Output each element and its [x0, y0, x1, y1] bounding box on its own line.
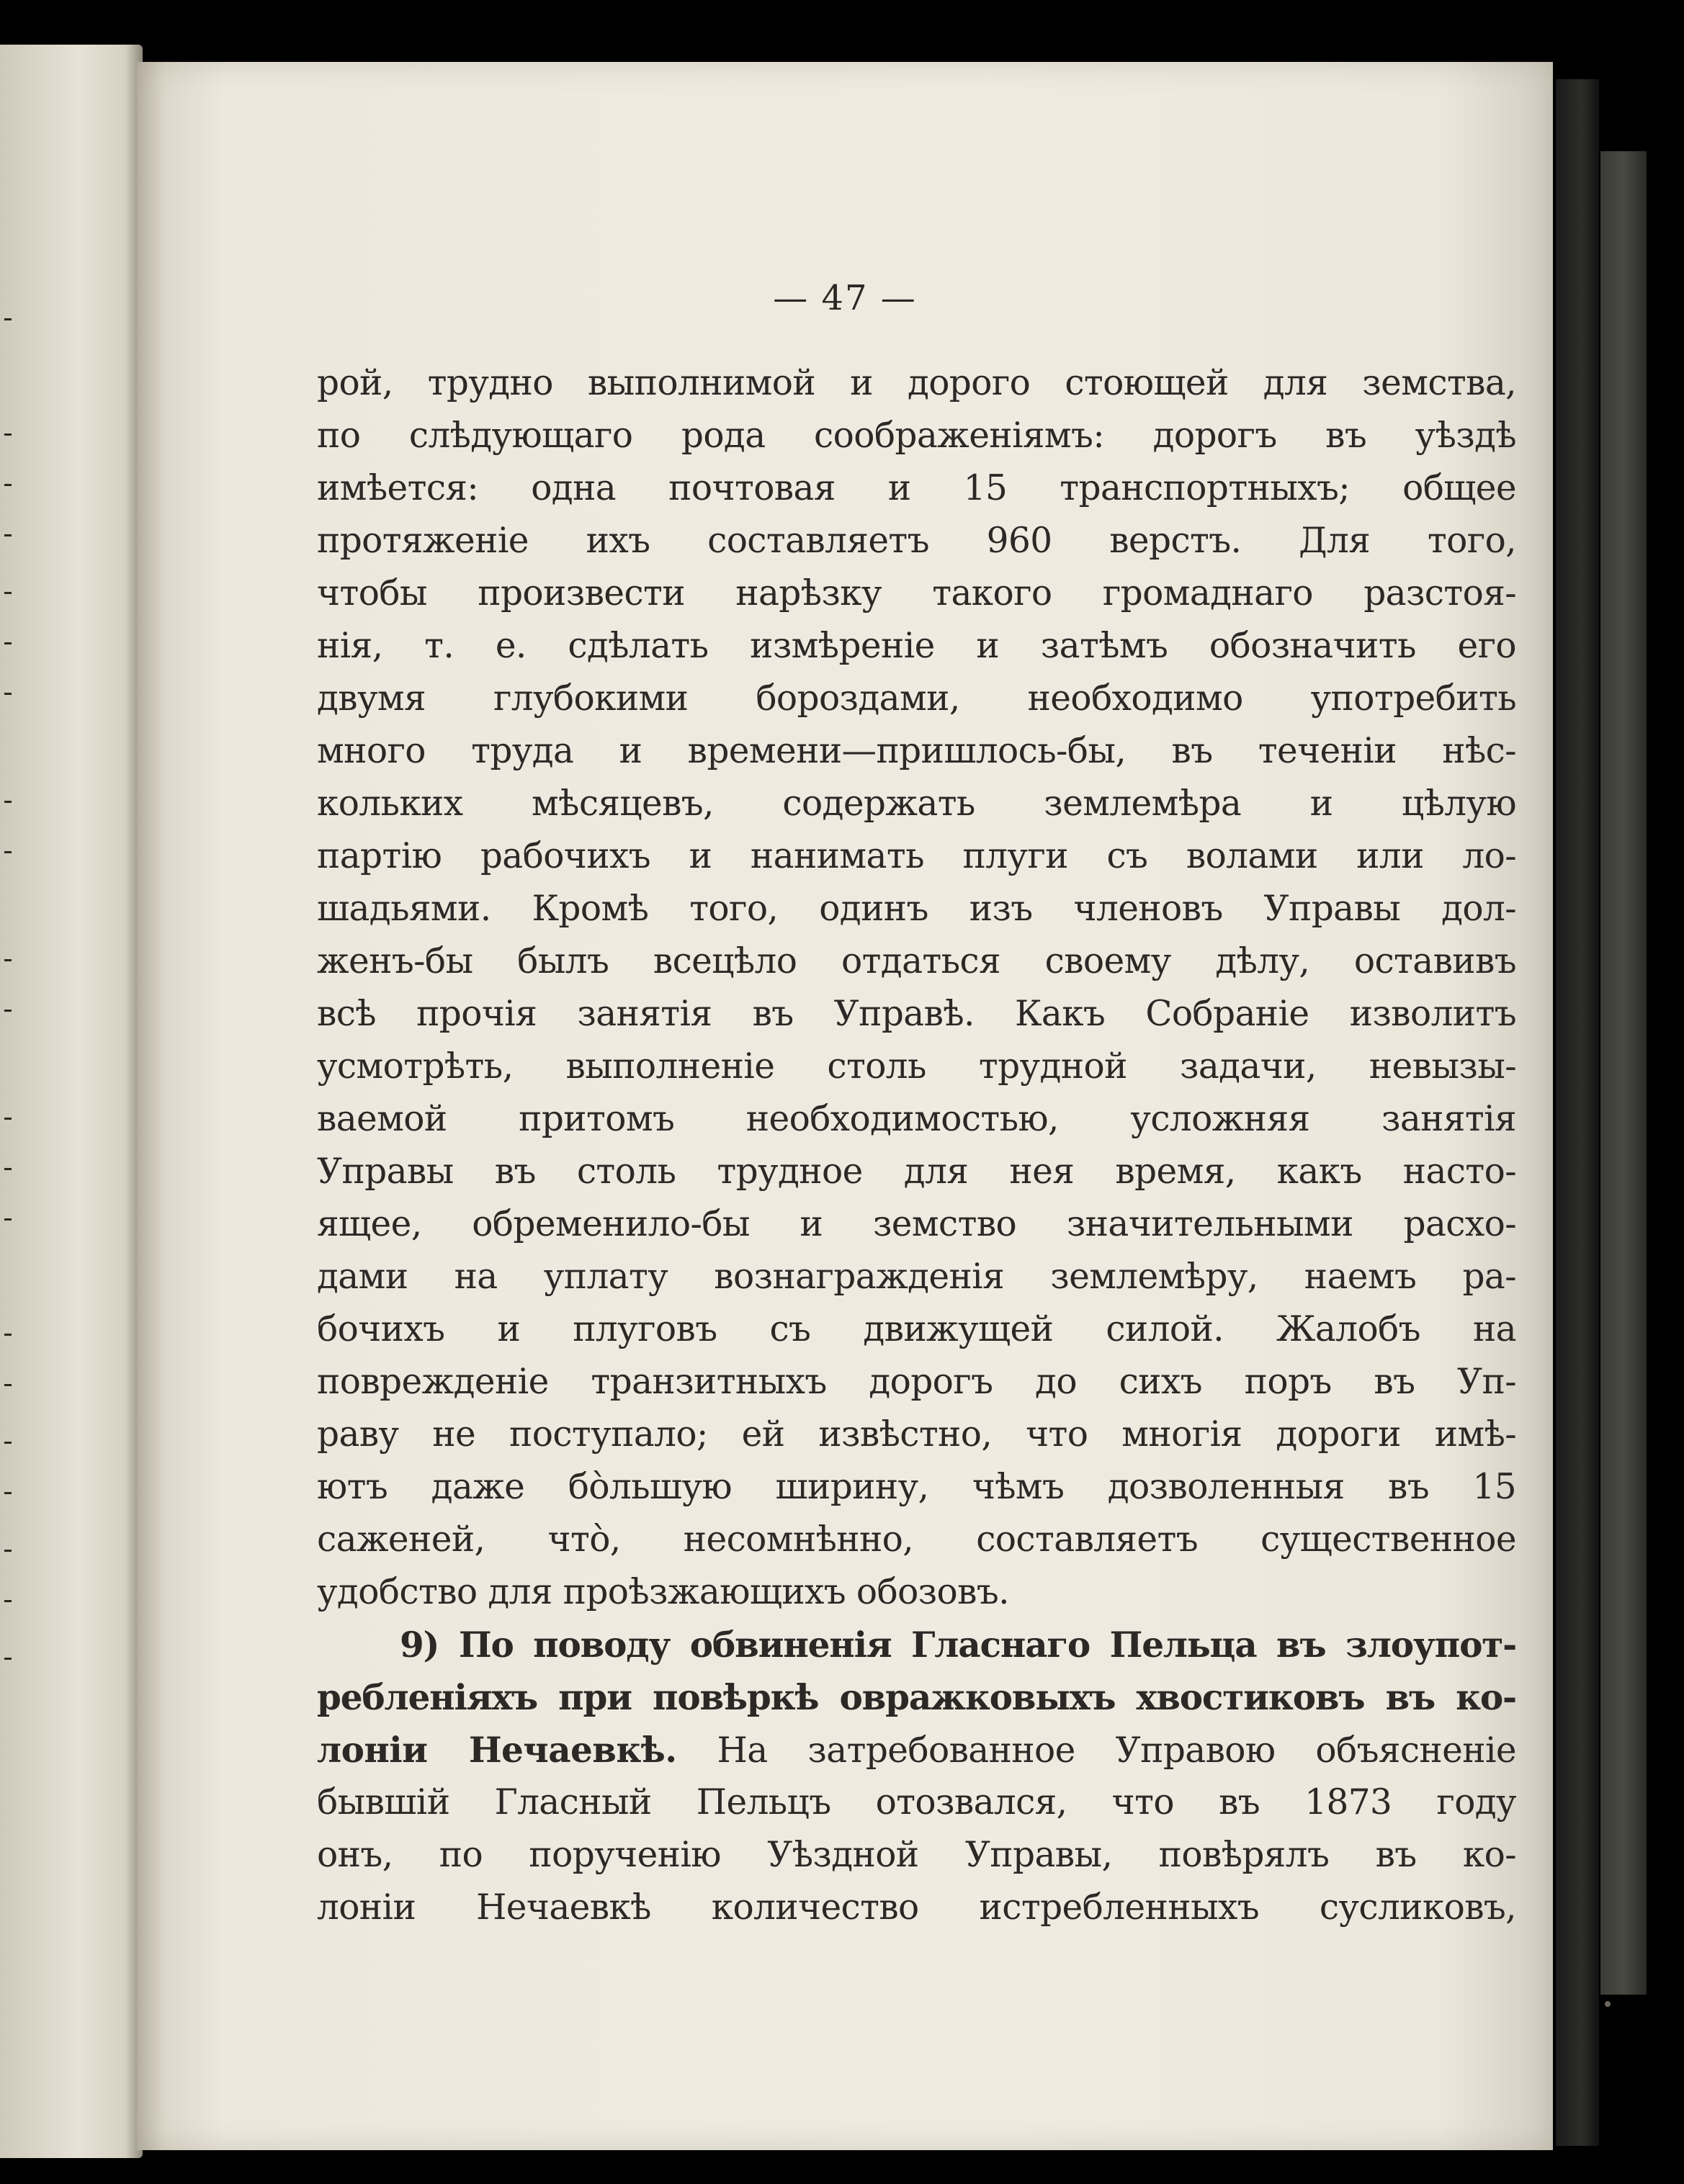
text-line: женъ-бы былъ всецѣло отдаться своему дѣлу, оставивъ	[317, 941, 1516, 981]
text-line: лоніи Нечаевкѣ количество истребленныхъ сусликовъ,	[317, 1887, 1516, 1928]
text-line: онъ, по порученію Уѣздной Управы, повѣрялъ въ ко-	[317, 1835, 1516, 1875]
bleed-through-mark	[4, 801, 12, 803]
bleed-through-mark	[4, 1550, 12, 1552]
text-line: по слѣдующаго рода соображеніямъ: дорогъ въ уѣздѣ	[317, 415, 1516, 456]
text-line: шадьями. Кромѣ того, одинъ изъ членовъ Управы дол-	[317, 889, 1516, 929]
text-line: ваемой притомъ необходимостью, усложняя занятія	[317, 1099, 1516, 1139]
text-line: ютъ даже бо̀льшую ширину, чѣмъ дозволенныя въ 15	[317, 1467, 1516, 1507]
text-line: кольких мѣсяцевъ, содержать землемѣра и цѣлую	[317, 783, 1516, 824]
bleed-through-mark	[4, 1658, 12, 1660]
bleed-through-mark	[4, 1010, 12, 1012]
bleed-through-mark	[4, 534, 12, 536]
bleed-through-mark	[4, 1442, 12, 1444]
text-line: дами на уплату вознагражденія землемѣру, наемъ ра-	[317, 1257, 1516, 1297]
bleed-through-mark	[4, 484, 12, 486]
text-line: бывшій Гласный Пельцъ отозвался, что въ 1873 году	[317, 1782, 1516, 1823]
text-line: имѣется: одна почтовая и 15 транспортныхъ; общее	[317, 468, 1516, 508]
section-heading-line: ребленіяхъ при повѣркѣ овражковыхъ хвостиковъ въ ко-	[317, 1677, 1516, 1718]
bleed-through-mark	[4, 959, 12, 961]
section-mixed-line	[317, 1724, 1516, 1776]
text-line: много труда и времени—пришлось-бы, въ теченіи нѣс-	[317, 731, 1516, 771]
page	[137, 62, 1553, 2150]
section-text: На затребованное Управою объясненіе	[676, 1730, 1517, 1771]
text-line: удобство для проѣзжающихъ обозовъ.	[317, 1572, 1009, 1612]
bleed-through-mark	[4, 642, 12, 644]
text-line: поврежденіе транзитныхъ дорогъ до сихъ поръ въ Уп-	[317, 1362, 1516, 1402]
book-binding	[1556, 79, 1599, 2146]
book-cover-edge	[1600, 151, 1647, 1995]
bleed-through-mark	[4, 318, 12, 320]
page-number: — 47 —	[773, 278, 917, 318]
body-text	[317, 357, 1516, 1934]
ink-speck	[1605, 2001, 1611, 2007]
bleed-through-mark	[4, 1118, 12, 1120]
bleed-through-mark	[4, 1334, 12, 1336]
text-line: ящее, обременило-бы и земство значительными расхо-	[317, 1204, 1516, 1244]
bleed-through-mark	[4, 1600, 12, 1602]
text-line: чтобы произвести нарѣзку такого громаднаго разстоя-	[317, 573, 1516, 614]
text-line: рой, трудно выполнимой и дорого стоющей для земства,	[317, 363, 1516, 403]
text-line: нія, т. е. сдѣлать измѣреніе и затѣмъ обозначить его	[317, 626, 1516, 666]
bleed-through-mark	[4, 592, 12, 594]
text-line: Управы въ столь трудное для нея время, какъ насто-	[317, 1151, 1516, 1192]
text-line: саженей, что̀, несомнѣнно, составляетъ существенное	[317, 1519, 1516, 1560]
bleed-through-mark	[4, 1168, 12, 1170]
bleed-through-mark	[4, 693, 12, 695]
previous-page-edge	[0, 45, 143, 2158]
bleed-through-mark	[4, 1218, 12, 1221]
bleed-through-mark	[4, 433, 12, 436]
text-line: всѣ прочія занятія въ Управѣ. Какъ Собраніе изволитъ	[317, 994, 1516, 1034]
text-line: бочихъ и плуговъ съ движущей силой. Жалобъ на	[317, 1309, 1516, 1349]
section-heading-end: лоніи Нечаевкѣ.	[317, 1730, 677, 1771]
text-line: двумя глубокими бороздами, необходимо употребить	[317, 678, 1516, 719]
text-line: партію рабочихъ и нанимать плуги съ волами или ло-	[317, 836, 1516, 876]
text-line: раву не поступало; ей извѣстно, что многія дороги имѣ-	[317, 1414, 1516, 1455]
text-line: протяженіе ихъ составляетъ 960 верстъ. Для того,	[317, 521, 1516, 561]
bleed-through-mark	[4, 1384, 12, 1386]
bleed-through-mark	[4, 1492, 12, 1494]
section-heading-line: 9) По поводу обвиненія Гласнаго Пельца въ злоупот-	[400, 1624, 1516, 1666]
text-line: усмотрѣть, выполненіе столь трудной задачи, невызы-	[317, 1046, 1516, 1087]
bleed-through-mark	[4, 851, 12, 853]
